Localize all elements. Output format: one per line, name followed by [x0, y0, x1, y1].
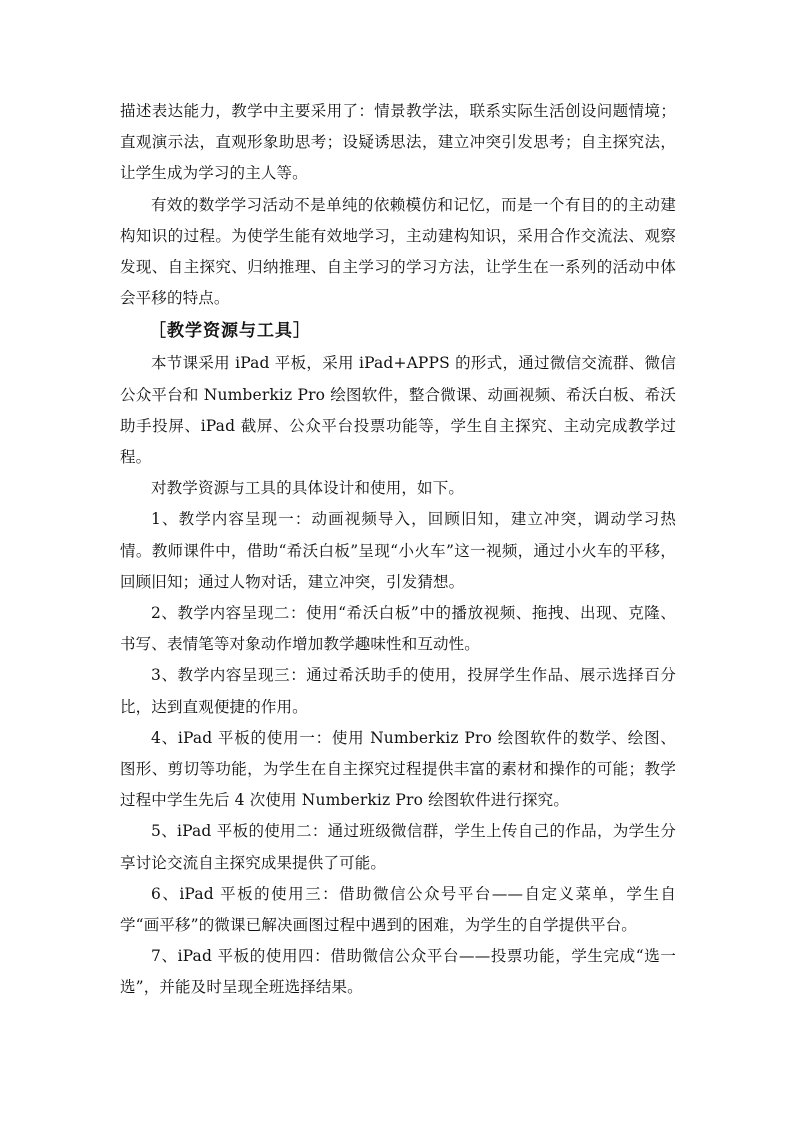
- resource-item-7: 7、iPad 平板的使用四：借助微信公众平台——投票功能，学生完成“选一选”，并能及时呈现全班选择结果。: [120, 947, 676, 997]
- resources-paragraph-1: 本节课采用 iPad 平板，采用 iPad+APPS 的形式，通过微信交流群、微信公众平台和 Numberkiz Pro 绘图软件，整合微课、动画视频、希沃白板、希沃助手投屏、iPad 截屏、公众平台投票功能等，学生自主探究、主动完成教学过程。: [120, 354, 676, 467]
- intro-paragraph-2: 有效的数学学习活动不是单纯的依赖模仿和记忆，而是一个有目的的主动建构知识的过程。为使学生能有效地学习，主动建构知识，采用合作交流法、观察发现、自主探究、归纳推理、自主学习的学习方法，让学生在一系列的活动中体会平移的特点。: [120, 195, 676, 308]
- resource-item-4: 4、iPad 平板的使用一：使用 Numberkiz Pro 绘图软件的数学、绘图、图形、剪切等功能，为学生在自主探究过程提供丰富的素材和操作的可能；教学过程中学生先后 4 次使用 Numberkiz Pro 绘图软件进行探究。: [120, 728, 676, 810]
- intro-paragraph-1: 描述表达能力，教学中主要采用了：情景教学法，联系实际生活创设问题情境；直观演示法，直观形象助思考；设疑诱思法，建立冲突引发思考；自主探究法，让学生成为学习的主人等。: [120, 102, 676, 183]
- resource-item-5: 5、iPad 平板的使用二：通过班级微信群，学生上传自己的作品，为学生分享讨论交流自主探究成果提供了可能。: [120, 822, 676, 872]
- resource-item-1: 1、教学内容呈现一：动画视频导入，回顾旧知，建立冲突，调动学习热情。教师课件中，借助“希沃白板”呈现“小火车”这一视频，通过小火车的平移，回顾旧知；通过人物对话，建立冲突，引发猜想。: [120, 510, 676, 591]
- section-heading-resources: ［教学资源与工具］: [149, 321, 311, 342]
- resource-item-2: 2、教学内容呈现二：使用“希沃白板”中的播放视频、拖拽、出现、克隆、书写、表情笔等对象动作增加教学趣味性和互动性。: [120, 604, 676, 654]
- resource-item-6: 6、iPad 平板的使用三：借助微信公众号平台——自定义菜单，学生自学“画平移”的微课已解决画图过程中遇到的困难，为学生的自学提供平台。: [120, 884, 676, 935]
- resources-paragraph-2: 对教学资源与工具的具体设计和使用，如下。: [151, 479, 465, 498]
- document-body: [120, 96, 676, 1004]
- resource-item-3: 3、教学内容呈现三：通过希沃助手的使用，投屏学生作品、展示选择百分比，达到直观便捷的作用。: [120, 666, 676, 716]
